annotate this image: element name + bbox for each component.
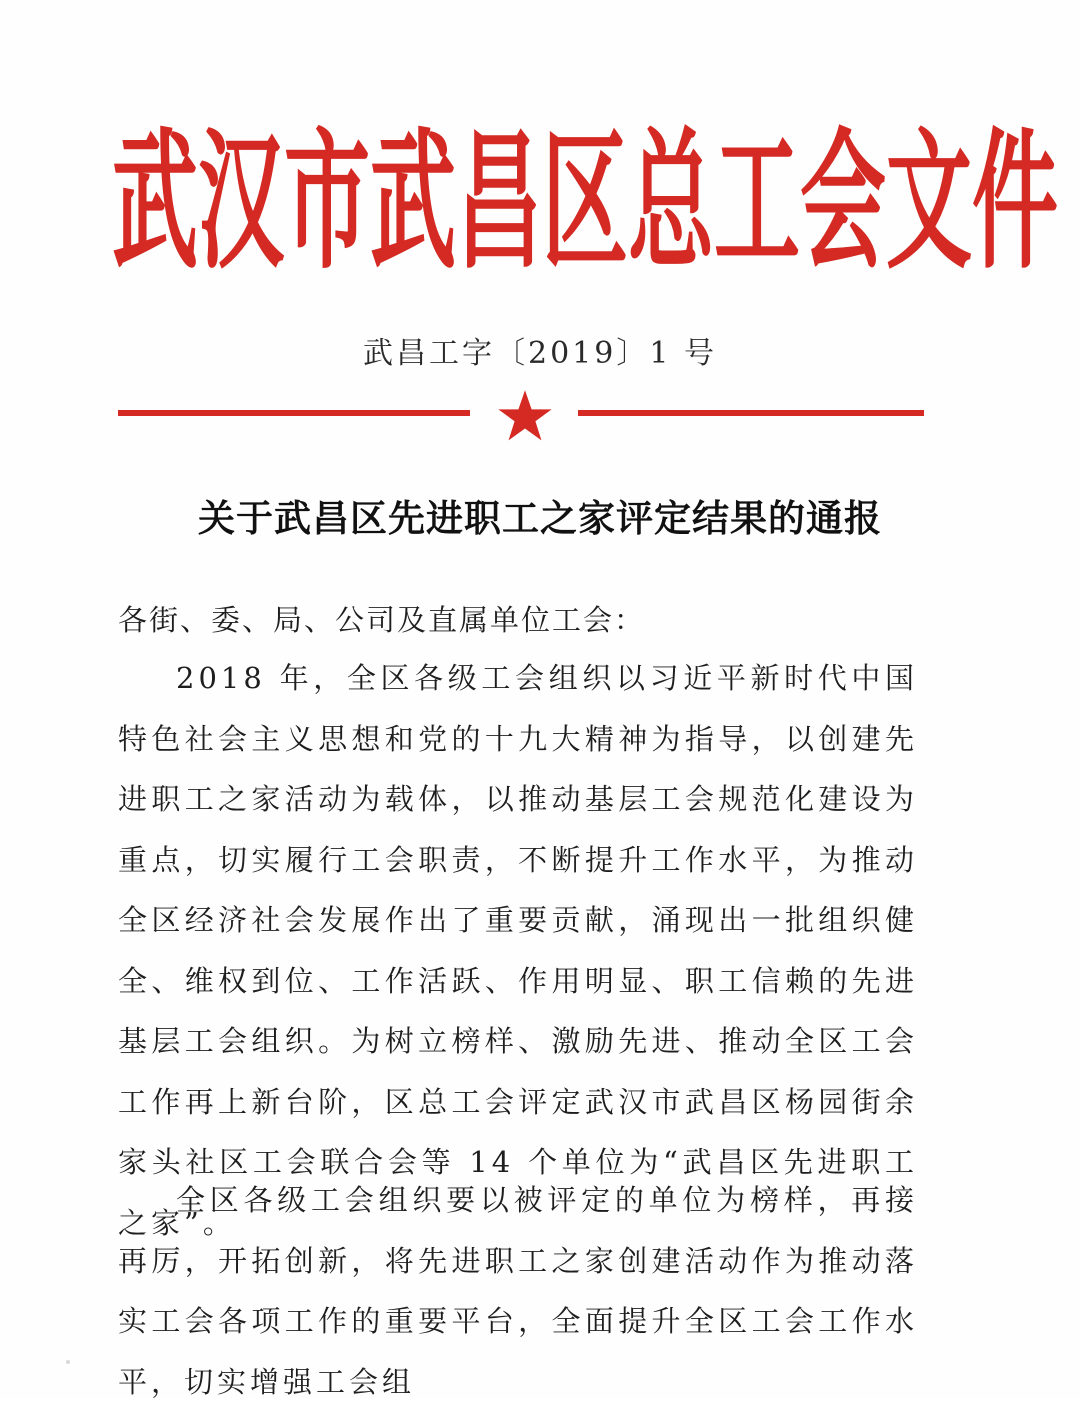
document-number: 武昌工字〔2019〕1 号 xyxy=(363,336,717,371)
masthead-char: 昌 xyxy=(456,113,542,291)
masthead-char: 汉 xyxy=(198,113,284,291)
masthead-char: 区 xyxy=(542,113,628,291)
masthead-char: 件 xyxy=(972,113,1058,291)
body-paragraph: 全区各级工会组织要以被评定的单位为榜样，再接再厉，开拓创新，将先进职工之家创建活动作为推动落实工会各项工作的重要平台，全面提升全区工会工作水平，切实增强工会组 xyxy=(118,1183,918,1399)
body-paragraph: 2018 年，全区各级工会组织以习近平新时代中国特色社会主义思想和党的十九大精神为指导，以创建先进职工之家活动为载体，以推动基层工会规范化建设为重点，切实履行工会职责，不断提升工作水平，为推动全区经济社会发展作出了重要贡献，涌现出一批组织健全、维权到位、工作活跃、作用明显、职工信赖的先进基层工会组织。为树立榜样、激励先进、推动全区工会工作再上新台阶，区总工会评定武汉市武昌区杨园街余家头社区工会联合会等 14 个单位为“武昌区先进职工之家”。 xyxy=(118,661,918,1240)
salutation: 各街、委、局、公司及直属单位工会： xyxy=(118,603,646,637)
masthead-char: 市 xyxy=(284,113,370,291)
red-star-icon xyxy=(497,388,553,444)
left-divider-rule xyxy=(118,410,470,416)
masthead-char: 武 xyxy=(370,113,456,291)
right-divider-rule xyxy=(578,410,924,416)
masthead-char: 武 xyxy=(112,113,198,291)
masthead-char: 总 xyxy=(628,113,714,291)
masthead-char: 工 xyxy=(714,113,800,291)
masthead-char: 会 xyxy=(800,113,886,291)
masthead-title xyxy=(112,113,1058,291)
masthead-char: 文 xyxy=(886,113,972,291)
scan-speck xyxy=(66,1360,70,1364)
document-title: 关于武昌区先进职工之家评定结果的通报 xyxy=(198,497,882,540)
